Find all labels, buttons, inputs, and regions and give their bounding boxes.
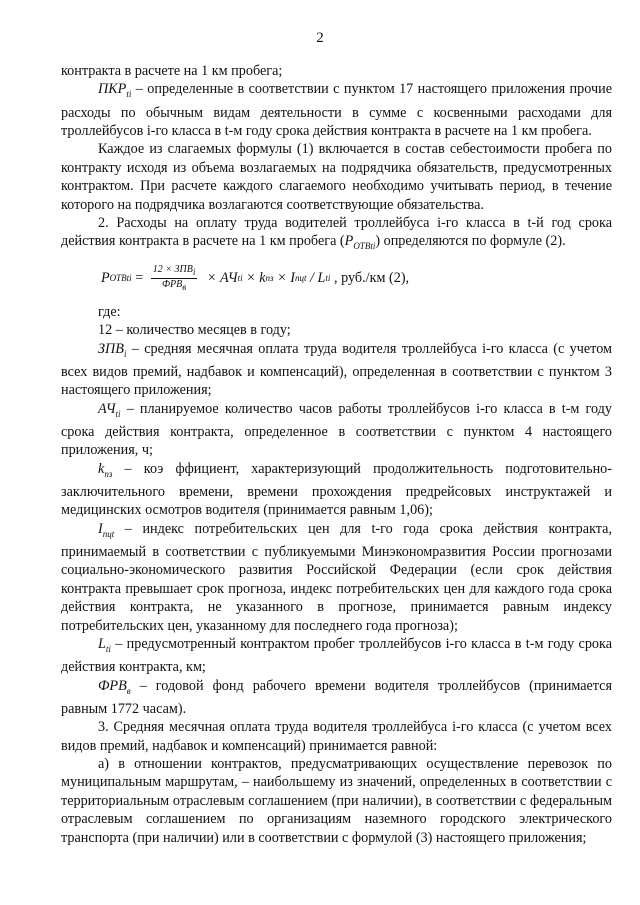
item-2-text-a: 2. Расходы на оплату труда водителей троллейбуса i-го класса в t-й год срока действия контракта в расчете на 1 км пробега (: [61, 215, 612, 250]
paragraph-pkr-definition: [61, 80, 612, 140]
symbol-potv: P: [344, 233, 354, 250]
symbol-pkr-sub: ti: [126, 89, 132, 100]
symbol-pkr: ПКР: [98, 81, 127, 98]
definition-l: [61, 635, 612, 677]
formula-term-i: × I: [273, 270, 295, 287]
symbol-frv-sub: в: [126, 685, 131, 696]
formula-term-l: / L: [306, 270, 326, 287]
definition-12: 12 – количество месяцев в году;: [98, 322, 291, 339]
symbol-ipc: I: [98, 520, 103, 537]
definition-ach: [61, 400, 612, 460]
symbol-kpz: k: [98, 460, 105, 477]
ach-text: – планируемое количество часов работы троллейбусов i-го класса в t-м году срока действия контракта, определенное в соответствии с пунктом 4 настоящего приложения, ч;: [61, 400, 612, 459]
fraction-denominator: [160, 279, 188, 293]
definition-kpz: [61, 460, 612, 520]
symbol-potv-sub: ОТВti: [353, 241, 376, 252]
symbol-l-sub: ti: [105, 643, 111, 654]
paragraph-contract-cont: контракта в расчете на 1 км пробега;: [61, 63, 283, 79]
definition-ipc: [61, 520, 612, 635]
formula-term-i-sub: пцt: [294, 273, 307, 284]
definition-frv: [61, 677, 612, 719]
paragraph-formula1-note: Каждое из слагаемых формулы (1) включается в состав себестоимости пробега по контракту исходя из объема возлагаемых на подрядчика обязательств, предусмотренных контрактом. При расчете каждого слагаемого необходимо учитывать период, в течение которого на подрядчика возлагаются соответствующие обязательства.: [61, 141, 612, 213]
ipc-text: – индекс потребительских цен для t-го года срока действия контракта, принимаемый в соответствии с публикуемыми Минэкономразвития России прогнозами социально-экономического развития Российской Федерации (если срок действия контракта превышает срок прогноза, индекс потребительских цен для каждого года срока действия контракта, не указанного в прогнозе, принимается равным индексу потребительских цен, указанному для последнего года прогноза);: [61, 520, 612, 634]
formula-term-ach: × АЧ: [203, 270, 238, 287]
pkr-definition-text: – определенные в соответствии с пунктом 17 настоящего приложения прочие расходы по обычным видам деятельности в сумме с косвенными расходами для троллейбусов i-го класса в t-м году срока действия контракта в расчете на 1 км пробега.: [61, 81, 612, 140]
paragraph-item-3: 3. Средняя месячная оплата труда водителя троллейбуса i-го класса (с учетом всех видов премий, надбавок и компенсаций) принимается равной:: [61, 719, 612, 754]
page-number: 2: [316, 30, 324, 46]
formula-2: [101, 264, 612, 293]
definition-zpv: [61, 340, 612, 400]
item-2-text-b: ) определяются по формуле (2).: [375, 233, 566, 250]
symbol-l: L: [98, 635, 106, 652]
document-body: [61, 62, 612, 847]
denominator-text: ФРВ: [161, 278, 183, 290]
kpz-text: – коэ ффициент, характеризующий продолжительность подготовительно-заключительного времени, времени прохождения предрейсовых инструктажей и медицинских осмотров водителя (принимается равным 1,06);: [61, 460, 612, 519]
where-label: где:: [98, 303, 121, 320]
formula-lhs: P: [101, 270, 110, 287]
paragraph-item-3a: а) в отношении контрактов, предусматривающих осуществление перевозок по муниципальным маршрутам, – наибольшему из значений, определенных в соответствии с территориальным отраслевым соглашением (при наличии), в соответствии с федеральным отраслевым соглашением по организациям наземного городского электрического транспорта (при наличии) или в соответствии с формулой (3) настоящего приложения;: [61, 756, 612, 846]
numerator-text: 12 × ЗПВ: [152, 263, 193, 275]
formula-equals: =: [131, 270, 147, 287]
symbol-frv: ФРВ: [98, 677, 127, 694]
symbol-ach: АЧ: [98, 400, 116, 417]
formula-term-k: × k: [242, 270, 266, 287]
symbol-kpz-sub: пз: [104, 468, 113, 479]
formula-term-l-sub: ti: [325, 273, 331, 284]
formula-term-ach-sub: ti: [237, 273, 243, 284]
numerator-sub: i: [192, 266, 196, 277]
fraction-numerator: [151, 264, 198, 279]
l-text: – предусмотренный контрактом пробег троллейбусов i-го класса в t-м году срока действия контракта, км;: [61, 635, 612, 676]
symbol-ach-sub: ti: [115, 408, 121, 419]
symbol-zpv: ЗПВ: [98, 340, 124, 357]
symbol-zpv-sub: i: [123, 348, 127, 359]
formula-fraction: [151, 264, 198, 293]
zpv-text: – средняя месячная оплата труда водителя троллейбуса i-го класса (с учетом всех видов премий, надбавок и компенсаций), определенная в соответствии с пунктом 3 настоящего приложения;: [61, 340, 612, 399]
frv-text: – годовой фонд рабочего времени водителя троллейбусов (принимается равным 1772 часам).: [61, 677, 612, 717]
formula-term-k-sub: пз: [265, 273, 274, 284]
denominator-sub: в: [182, 281, 187, 292]
paragraph-item-2: [61, 214, 612, 256]
symbol-ipc-sub: пцt: [102, 528, 115, 539]
formula-unit: , руб./км (2),: [330, 270, 410, 287]
formula-lhs-sub: ОТВti: [109, 273, 132, 284]
